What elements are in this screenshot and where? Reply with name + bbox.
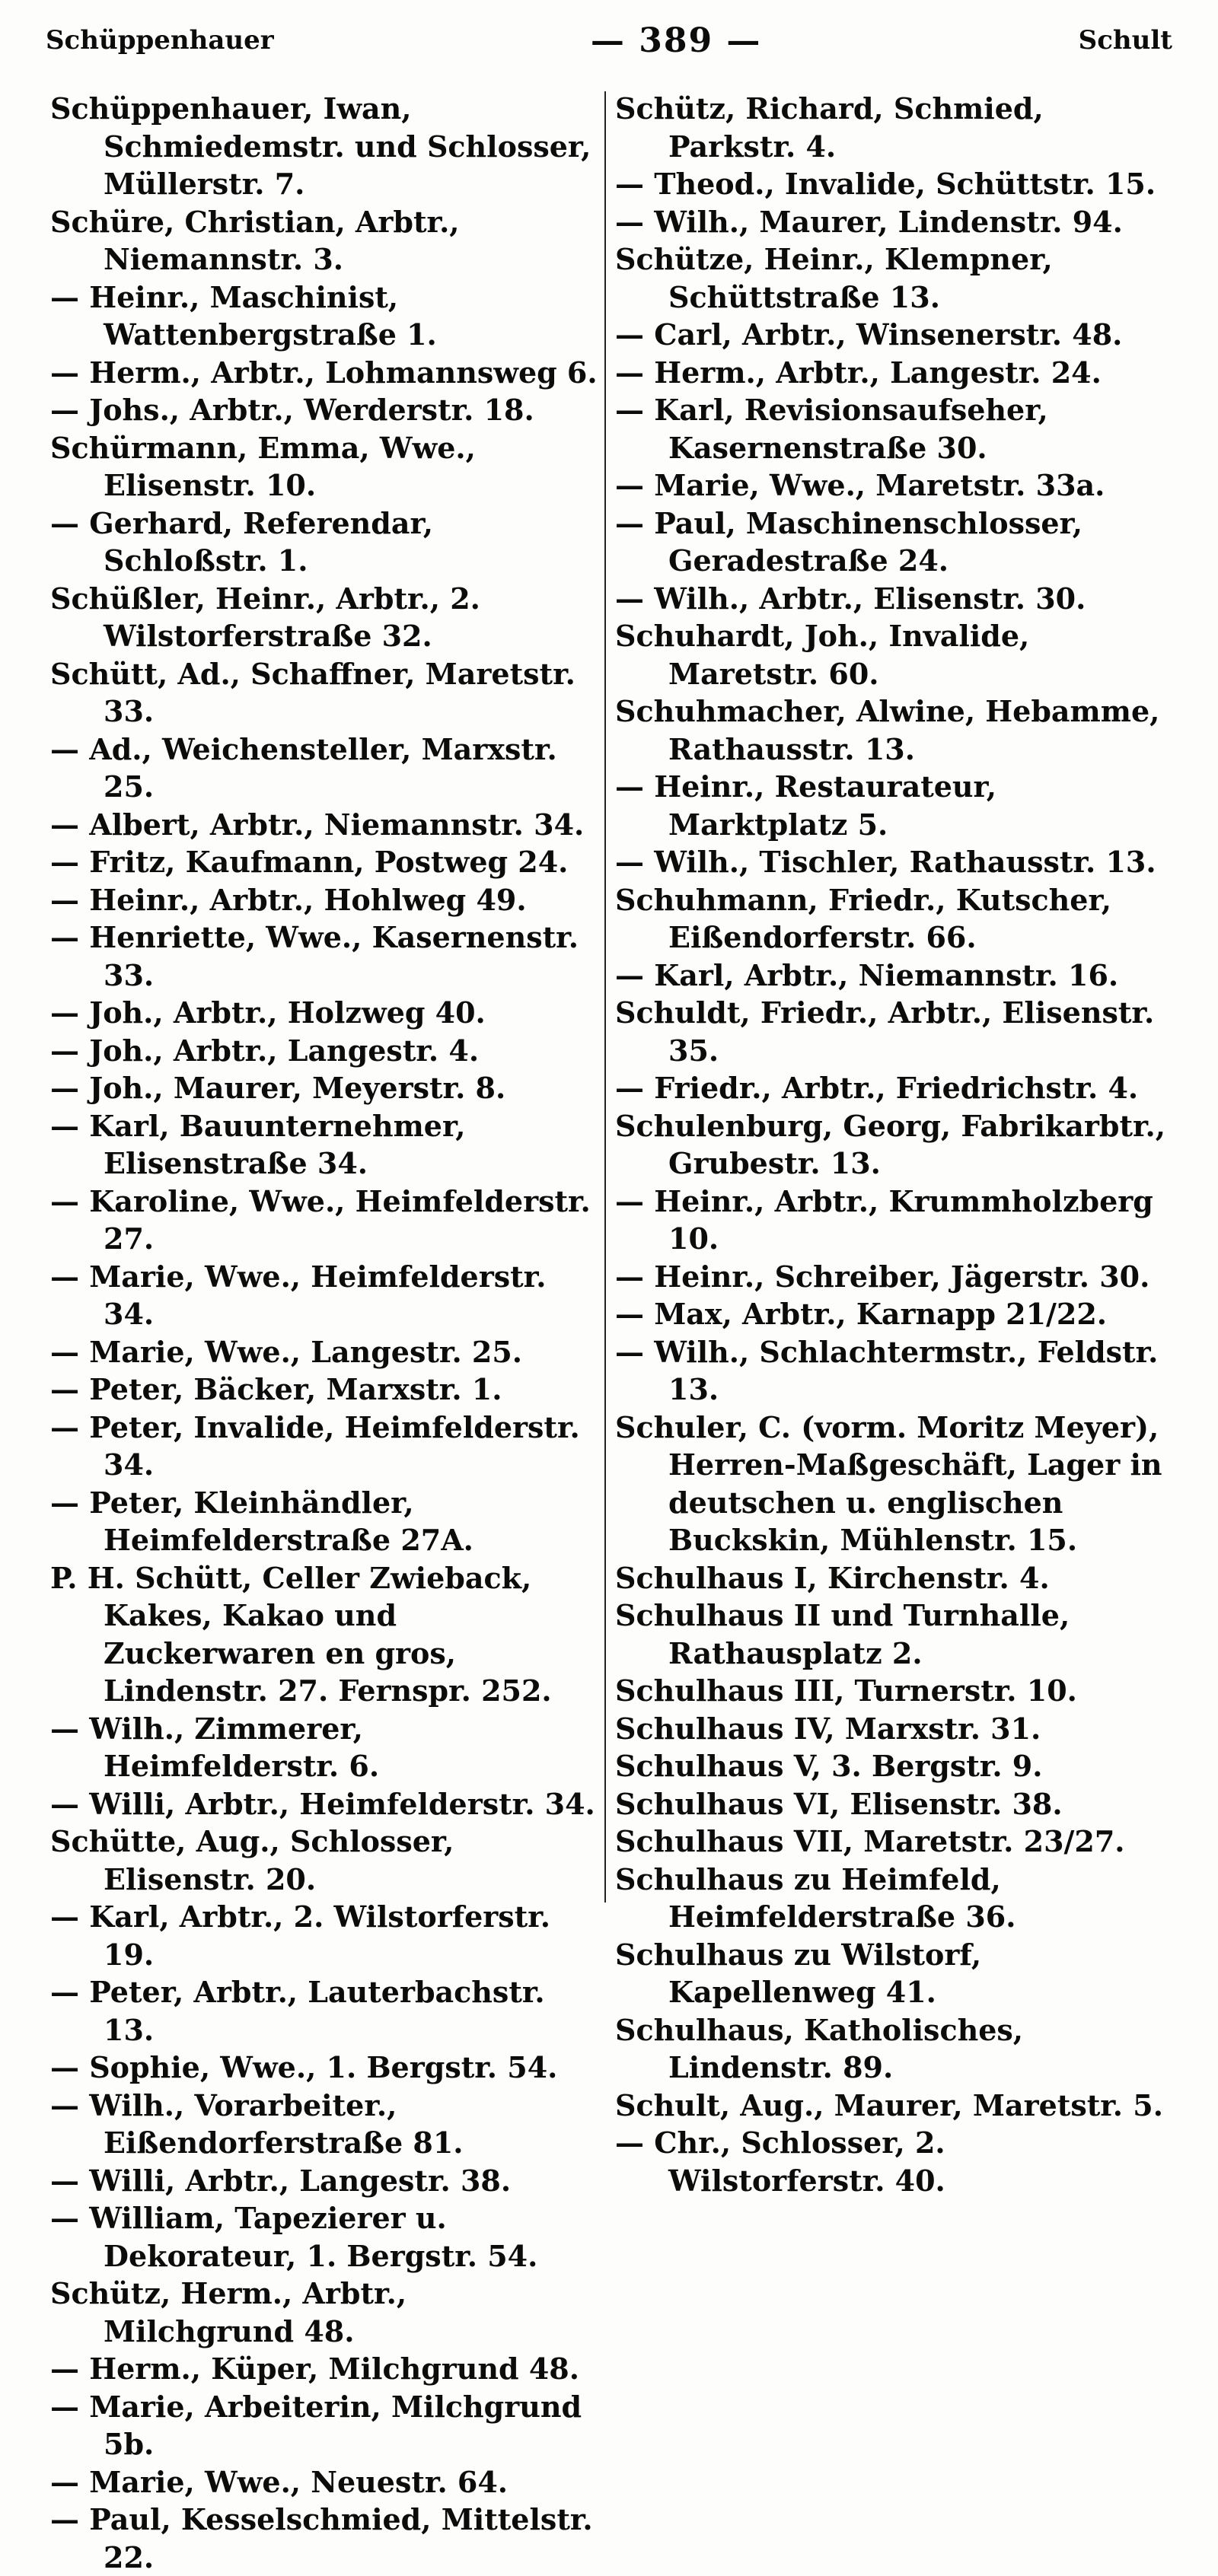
directory-entry: — Joh., Arbtr., Holzweg 40. — [50, 995, 486, 1030]
directory-entry: Schuler, C. (vorm. Moritz Meyer), Herren-Maßgeschäft, Lager in deutschen u. englischen Buckskin, Mühlenstr. 15. — [615, 1409, 1162, 1557]
left-column — [50, 90, 598, 2576]
right-column — [615, 90, 1171, 2199]
directory-entry: — Fritz, Kaufmann, Postweg 24. — [50, 845, 569, 879]
directory-entry: — Heinr., Schreiber, Jägerstr. 30. — [615, 1259, 1150, 1294]
directory-entry: Schult, Aug., Maurer, Maretstr. 5. — [615, 2087, 1163, 2122]
directory-entry: — Peter, Arbtr., Lauterbachstr. 13. — [50, 1975, 545, 2047]
directory-entry: Schulenburg, Georg, Fabrikarbtr., Grubestr. 13. — [615, 1108, 1165, 1180]
directory-entry: Schüßler, Heinr., Arbtr., 2. Wilstorferstraße 32. — [50, 581, 480, 653]
directory-entry: Schuhmann, Friedr., Kutscher, Eißendorferstr. 66. — [615, 882, 1111, 954]
directory-entry: — Wilh., Zimmerer, Heimfelderstr. 6. — [50, 1711, 380, 1783]
directory-entry: — Heinr., Maschinist, Wattenbergstraße 1. — [50, 279, 437, 352]
directory-entry: — Joh., Arbtr., Langestr. 4. — [50, 1033, 480, 1068]
directory-entry: Schuhardt, Joh., Invalide, Maretstr. 60. — [615, 619, 1030, 691]
directory-entry: — Joh., Maurer, Meyerstr. 8. — [50, 1071, 506, 1105]
directory-entry: Schüre, Christian, Arbtr., Niemannstr. 3. — [50, 204, 460, 276]
directory-entry: — Herm., Küper, Milchgrund 48. — [50, 2352, 579, 2386]
directory-entry: Schulhaus II und Turnhalle, Rathausplatz 2. — [615, 1598, 1070, 1670]
directory-entry: — Wilh., Tischler, Rathausstr. 13. — [615, 845, 1156, 879]
directory-entry: — Paul, Maschinenschlosser, Geradestraße 24. — [615, 505, 1083, 578]
directory-entry: — Marie, Arbeiterin, Milchgrund 5b. — [50, 2389, 582, 2461]
page-number: — 389 — — [590, 21, 762, 60]
directory-entry: — William, Tapezierer u. Dekorateur, 1. Bergstr. 54. — [50, 2201, 538, 2273]
directory-entry: — Sophie, Wwe., 1. Bergstr. 54. — [50, 2050, 558, 2084]
header-right-catchword: Schult — [1078, 25, 1172, 56]
directory-entry: — Wilh., Schlachtermstr., Feldstr. 13. — [615, 1334, 1159, 1406]
directory-entry: — Marie, Wwe., Heimfelderstr. 34. — [50, 1259, 547, 1331]
directory-entry: — Albert, Arbtr., Niemannstr. 34. — [50, 807, 585, 842]
column-divider — [604, 91, 606, 1903]
header-left-catchword: Schüppenhauer — [46, 25, 274, 56]
directory-entry: — Karl, Bauunternehmer, Elisenstraße 34. — [50, 1108, 466, 1180]
directory-entry: — Herm., Arbtr., Lohmannsweg 6. — [50, 355, 598, 390]
directory-entry: — Karl, Arbtr., 2. Wilstorferstr. 19. — [50, 1899, 550, 1972]
directory-entry: Schürmann, Emma, Wwe., Elisenstr. 10. — [50, 430, 476, 502]
directory-entry: — Wilh., Arbtr., Elisenstr. 30. — [615, 581, 1086, 616]
directory-entry: — Peter, Bäcker, Marxstr. 1. — [50, 1372, 502, 1406]
directory-entry: Schulhaus V, 3. Bergstr. 9. — [615, 1749, 1043, 1783]
directory-entry: — Wilh., Vorarbeiter., Eißendorferstraße 81. — [50, 2087, 464, 2160]
directory-entry: — Paul, Kesselschmied, Mittelstr. 22. — [50, 2502, 593, 2574]
directory-entry: — Karl, Arbtr., Niemannstr. 16. — [615, 957, 1119, 992]
directory-entry: Schulhaus IV, Marxstr. 31. — [615, 1711, 1041, 1746]
directory-entry: — Herm., Arbtr., Langestr. 24. — [615, 355, 1102, 390]
directory-entry: — Marie, Wwe., Neuestr. 64. — [50, 2464, 509, 2499]
directory-entry: — Karl, Revisionsaufseher, Kasernenstraße 30. — [615, 393, 1048, 465]
directory-entry: — Marie, Wwe., Langestr. 25. — [50, 1334, 523, 1369]
directory-entry: — Peter, Invalide, Heimfelderstr. 34. — [50, 1409, 580, 1482]
directory-entry: — Willi, Arbtr., Heimfelderstr. 34. — [50, 1786, 595, 1821]
directory-entry: — Wilh., Maurer, Lindenstr. 94. — [615, 204, 1123, 239]
directory-entry: Schulhaus III, Turnerstr. 10. — [615, 1673, 1077, 1708]
directory-entry: — Gerhard, Referendar, Schloßstr. 1. — [50, 505, 433, 578]
directory-entry: Schulhaus, Katholisches, Lindenstr. 89. — [615, 2012, 1024, 2084]
directory-entry: Schulhaus zu Heimfeld, Heimfelderstraße 36. — [615, 1861, 1016, 1934]
directory-entry: Schütz, Richard, Schmied, Parkstr. 4. — [615, 91, 1044, 164]
directory-entry: — Heinr., Arbtr., Hohlweg 49. — [50, 882, 527, 917]
directory-entry: — Johs., Arbtr., Werderstr. 18. — [50, 393, 534, 427]
directory-entry: — Chr., Schlosser, 2. Wilstorferstr. 40. — [615, 2125, 945, 2198]
directory-entry: — Heinr., Restaurateur, Marktplatz 5. — [615, 769, 997, 842]
directory-entry: — Heinr., Arbtr., Krummholzberg 10. — [615, 1183, 1153, 1256]
directory-entry: — Carl, Arbtr., Winsenerstr. 48. — [615, 317, 1123, 352]
page-header — [46, 14, 1172, 67]
directory-entry: P. H. Schütt, Celler Zwieback, Kakes, Kakao und Zuckerwaren en gros, Lindenstr. 27. Fernspr. 252. — [50, 1560, 552, 1708]
directory-entry: Schulhaus VI, Elisenstr. 38. — [615, 1786, 1063, 1821]
directory-entry: Schulhaus I, Kirchenstr. 4. — [615, 1560, 1050, 1595]
directory-entry: — Max, Arbtr., Karnapp 21/22. — [615, 1297, 1108, 1331]
directory-entry: — Karoline, Wwe., Heimfelderstr. 27. — [50, 1183, 591, 1256]
directory-entry: Schulhaus zu Wilstorf, Kapellenweg 41. — [615, 1937, 982, 2009]
directory-entry: — Theod., Invalide, Schüttstr. 15. — [615, 167, 1156, 201]
directory-entry: Schütze, Heinr., Klempner, Schüttstraße 13. — [615, 242, 1053, 314]
directory-entry: Schuldt, Friedr., Arbtr., Elisenstr. 35. — [615, 995, 1155, 1068]
directory-entry: — Willi, Arbtr., Langestr. 38. — [50, 2163, 512, 2198]
directory-entry: Schüppenhauer, Iwan, Schmiedemstr. und Schlosser, Müllerstr. 7. — [50, 91, 591, 201]
directory-entry: — Marie, Wwe., Maretstr. 33a. — [615, 468, 1105, 502]
directory-entry: Schulhaus VII, Maretstr. 23/27. — [615, 1824, 1125, 1858]
directory-entry: Schütte, Aug., Schlosser, Elisenstr. 20. — [50, 1824, 454, 1896]
directory-entry: — Peter, Kleinhändler, Heimfelderstraße 27A. — [50, 1485, 473, 1557]
directory-entry: — Henriette, Wwe., Kasernenstr. 33. — [50, 920, 579, 992]
directory-entry: Schütz, Herm., Arbtr., Milchgrund 48. — [50, 2276, 407, 2348]
directory-entry: Schütt, Ad., Schaffner, Maretstr. 33. — [50, 656, 576, 728]
directory-entry: — Friedr., Arbtr., Friedrichstr. 4. — [615, 1071, 1139, 1105]
directory-entry: — Ad., Weichensteller, Marxstr. 25. — [50, 731, 557, 804]
directory-entry: Schuhmacher, Alwine, Hebamme, Rathausstr. 13. — [615, 694, 1160, 766]
